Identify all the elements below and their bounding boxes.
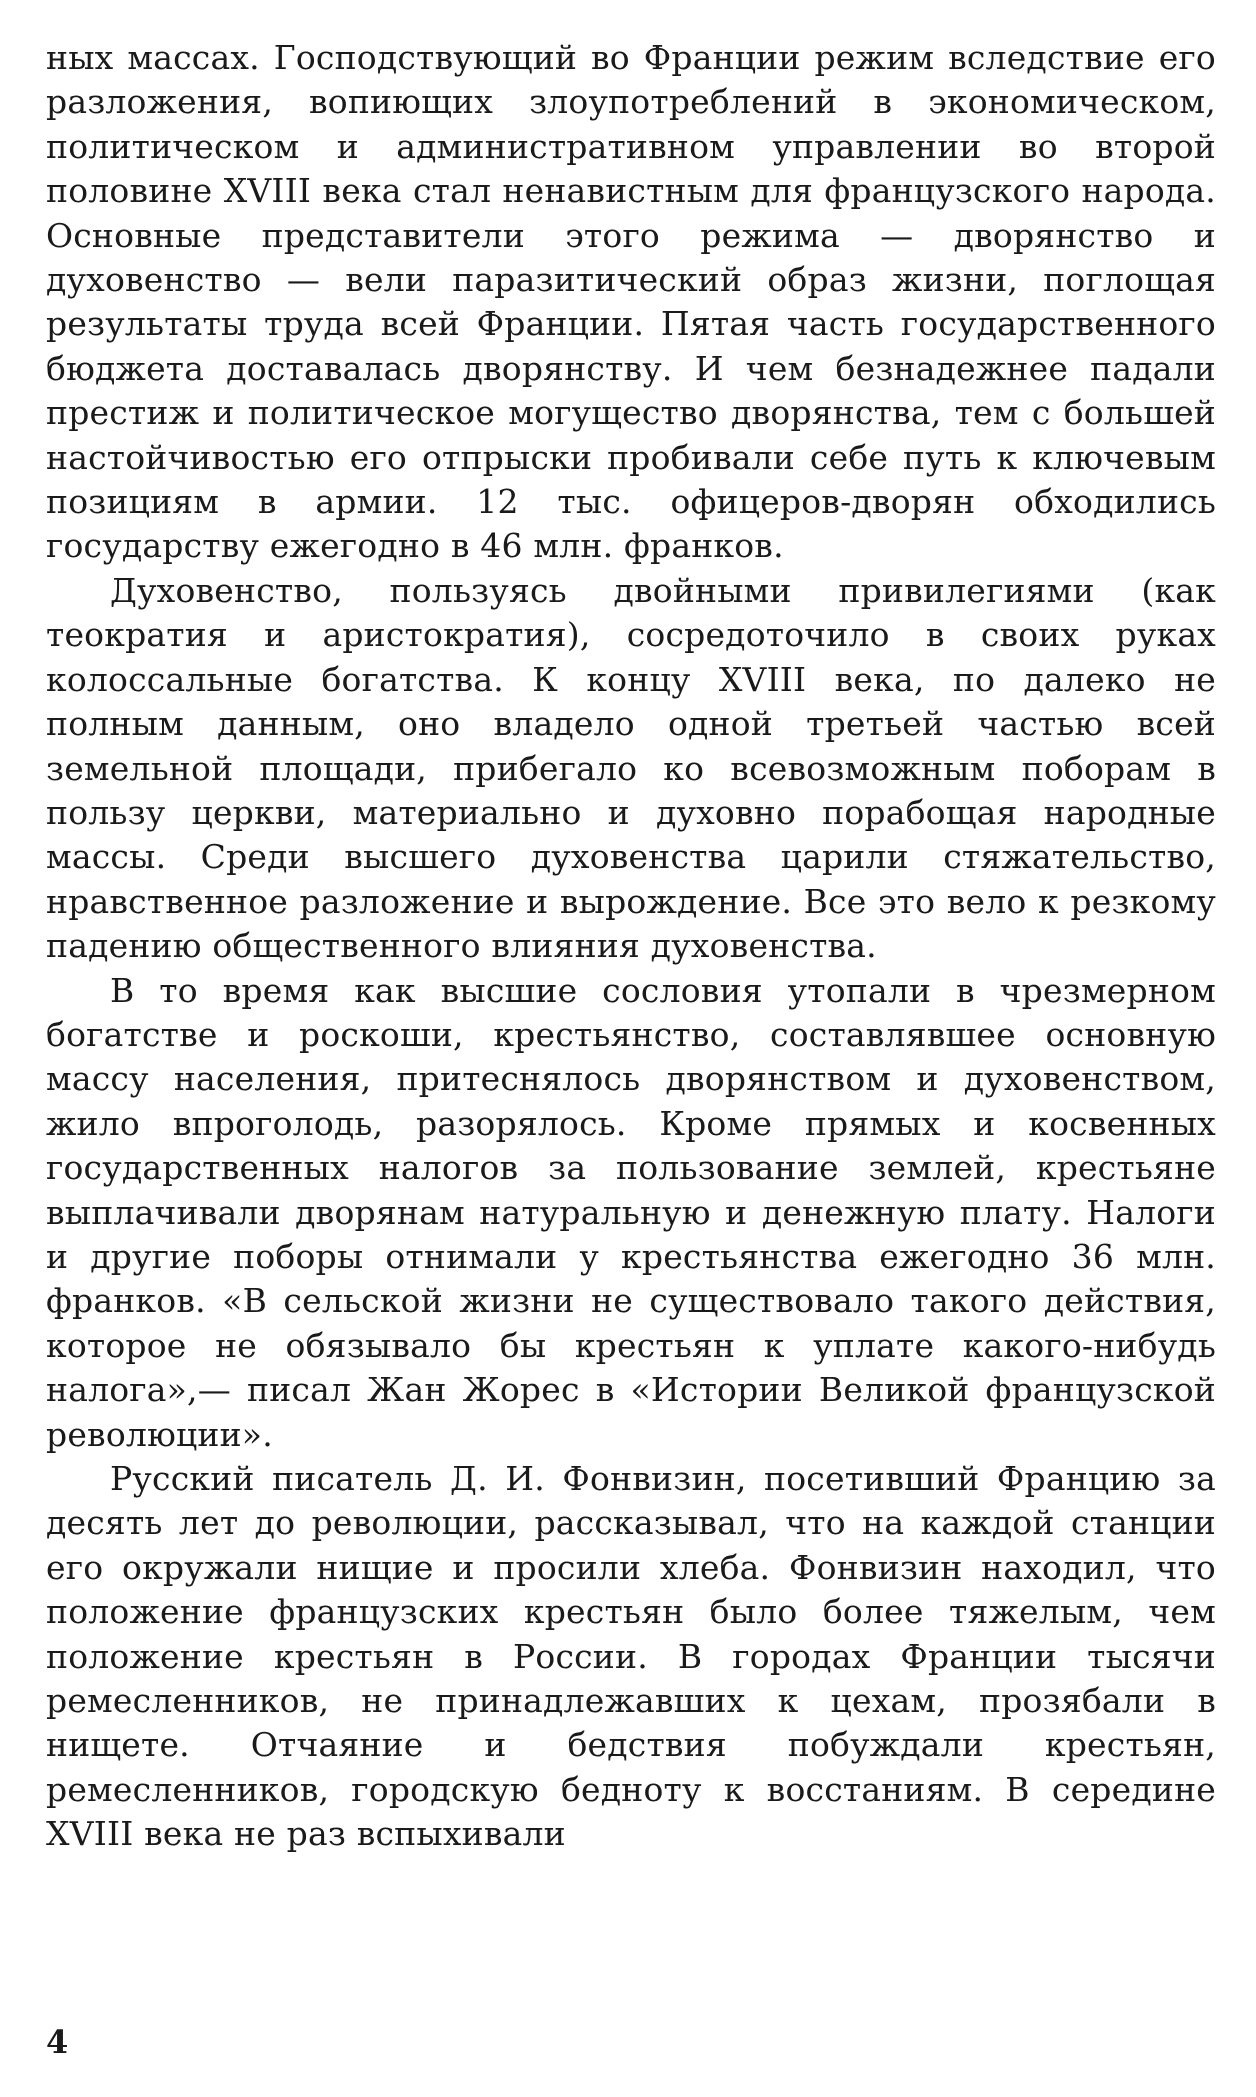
paragraph-4: Русский писатель Д. И. Фонвизин, посетивший Францию за десять лет до революции, рассказывал, что на каждой станции его окружали нищие и просили хлеба. Фонвизин находил, что положение французских крестьян было более тяжелым, чем положение крестьян в России. В городах Франции тысячи ремесленников, не принадлежавших к цехам, прозябали в нищете. Отчаяние и бедствия побуждали крестьян, ремесленников, городскую бедноту к восстаниям. В середине XVIII века не раз вспыхивали xyxy=(46,1459,1216,1854)
paragraph-2: Духовенство, пользуясь двойными привилегиями (как теократия и аристократия), сосредоточило в своих руках колоссальные богатства. К концу XVIII века, по далеко не полным данным, оно владело одной третьей частью всей земельной площади, прибегало ко всевозможным поборам в пользу церкви, материально и духовно порабощая народные массы. Среди высшего духовенства царили стяжательство, нравственное разложение и вырождение. Все это вело к резкому падению общественного влияния духовенства. xyxy=(46,570,1216,966)
page-number: 4 xyxy=(46,2023,69,2061)
paragraph-1: ных массах. Господствующий во Франции режим вследствие его разложения, вопиющих злоупотреблений в экономическом, политическом и административном управлении во второй половине XVIII века стал ненавистным для французского народа. Основные представители этого режима — дворянство и духовенство — вели паразитический образ жизни, поглощая результаты труда всей Франции. Пятая часть государственного бюджета доставалась дворянству. И чем безнадежнее падали престиж и политическое могущество дворянства, тем с большей настойчивостью его отпрыски пробивали себе путь к ключевым позициям в армии. 12 тыс. офицеров-дворян обходились государству ежегодно в 46 млн. франков. xyxy=(46,38,1216,566)
page-body xyxy=(46,36,1216,1857)
paragraph-3: В то время как высшие сословия утопали в чрезмерном богатстве и роскоши, крестьянство, составлявшее основную массу населения, притеснялось дворянством и духовенством, жило впроголодь, разорялось. Кроме прямых и косвенных государственных налогов за пользование землей, крестьяне выплачивали дворянам натуральную и денежную плату. Налоги и другие поборы отнимали у крестьянства ежегодно 36 млн. франков. «В сельской жизни не существовало такого действия, которое не обязывало бы крестьян к уплате какого-нибудь налога»,— писал Жан Жорес в «Истории Великой французской революции». xyxy=(46,970,1216,1454)
